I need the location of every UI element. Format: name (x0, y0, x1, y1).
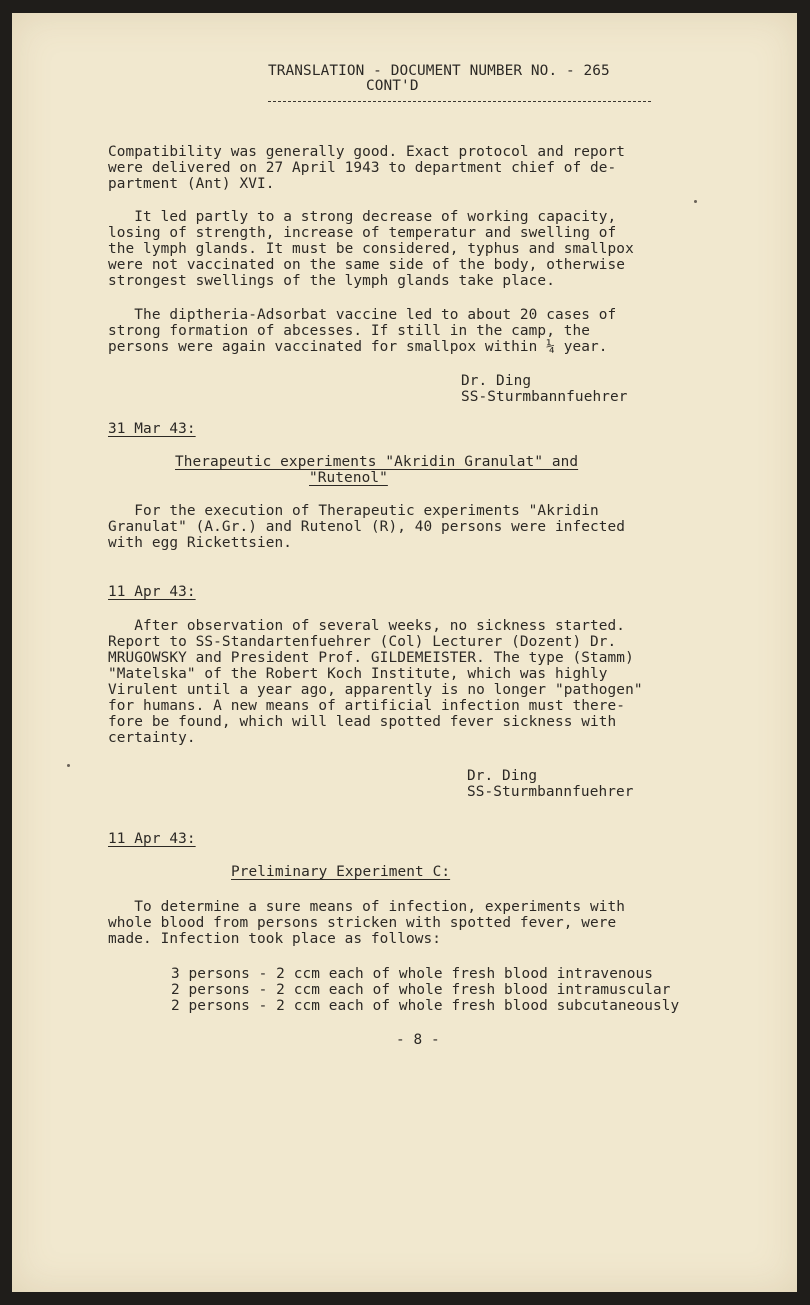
section-heading-preliminary: Preliminary Experiment C: (231, 864, 451, 880)
text-line: made. Infection took place as follows: (108, 931, 442, 947)
signature-rank: SS-Sturmbannfuehrer (467, 784, 634, 800)
text-line: losing of strength, increase of temperatur and swelling of (108, 225, 617, 241)
text-line: After observation of several weeks, no sickness started. (108, 618, 626, 634)
text-line: It led partly to a strong decrease of working capacity, (108, 209, 617, 225)
text-line: For the execution of Therapeutic experiments "Akridin (108, 503, 599, 519)
signature-name: Dr. Ding (467, 768, 538, 784)
signature-rank: SS-Sturmbannfuehrer (461, 389, 628, 405)
text-line: To determine a sure means of infection, experiments with (108, 899, 626, 915)
signature-name: Dr. Ding (461, 373, 532, 389)
text-line: The diptheria-Adsorbat vaccine led to about 20 cases of (108, 307, 617, 323)
list-item: 2 persons - 2 ccm each of whole fresh blood intramuscular (171, 982, 671, 998)
text-line: were delivered on 27 April 1943 to department chief of de- (108, 160, 617, 176)
text-line: for humans. A new means of artificial infection must there- (108, 698, 626, 714)
header-rule (268, 101, 651, 102)
text-line: "Matelska" of the Robert Koch Institute, which was highly (108, 666, 608, 682)
text-line: the lymph glands. It must be considered, typhus and smallpox (108, 241, 634, 257)
text-line: whole blood from persons stricken with spotted fever, were (108, 915, 617, 931)
paper-speck (67, 764, 70, 767)
text-line: with egg Rickettsien. (108, 535, 293, 551)
heading-line: Therapeutic experiments "Akridin Granulat" and (175, 454, 579, 470)
text-line: Compatibility was generally good. Exact protocol and report (108, 144, 626, 160)
text-line: Granulat" (A.Gr.) and Rutenol (R), 40 persons were infected (108, 519, 626, 535)
text-line: fore be found, which will lead spotted fever sickness with (108, 714, 617, 730)
text-line: were not vaccinated on the same side of the body, otherwise (108, 257, 626, 273)
list-item: 2 persons - 2 ccm each of whole fresh blood subcutaneously (171, 998, 680, 1014)
entry-date: 11 Apr 43: (108, 831, 196, 847)
paper-speck (694, 200, 697, 203)
list-item: 3 persons - 2 ccm each of whole fresh blood intravenous (171, 966, 654, 982)
text-line: strongest swellings of the lymph glands take place. (108, 273, 555, 289)
entry-date: 11 Apr 43: (108, 584, 196, 600)
text-line: certainty. (108, 730, 196, 746)
text-line: strong formation of abcesses. If still in the camp, the (108, 323, 591, 339)
document-contd: CONT'D (366, 78, 419, 94)
heading-line: "Rutenol" (309, 470, 388, 486)
text-line: Virulent until a year ago, apparently is no longer "pathogen" (108, 682, 643, 698)
text-line: MRUGOWSKY and President Prof. GILDEMEISTER. The type (Stamm) (108, 650, 634, 666)
text-line: partment (Ant) XVI. (108, 176, 275, 192)
entry-date: 31 Mar 43: (108, 421, 196, 437)
page-number: - 8 - (396, 1032, 440, 1048)
text-line: persons were again vaccinated for smallpox within ¼ year. (108, 339, 608, 355)
text-line: Report to SS-Standartenfuehrer (Col) Lecturer (Dozent) Dr. (108, 634, 617, 650)
document-title: TRANSLATION - DOCUMENT NUMBER NO. - 265 (268, 63, 610, 79)
document-page (12, 13, 797, 1292)
